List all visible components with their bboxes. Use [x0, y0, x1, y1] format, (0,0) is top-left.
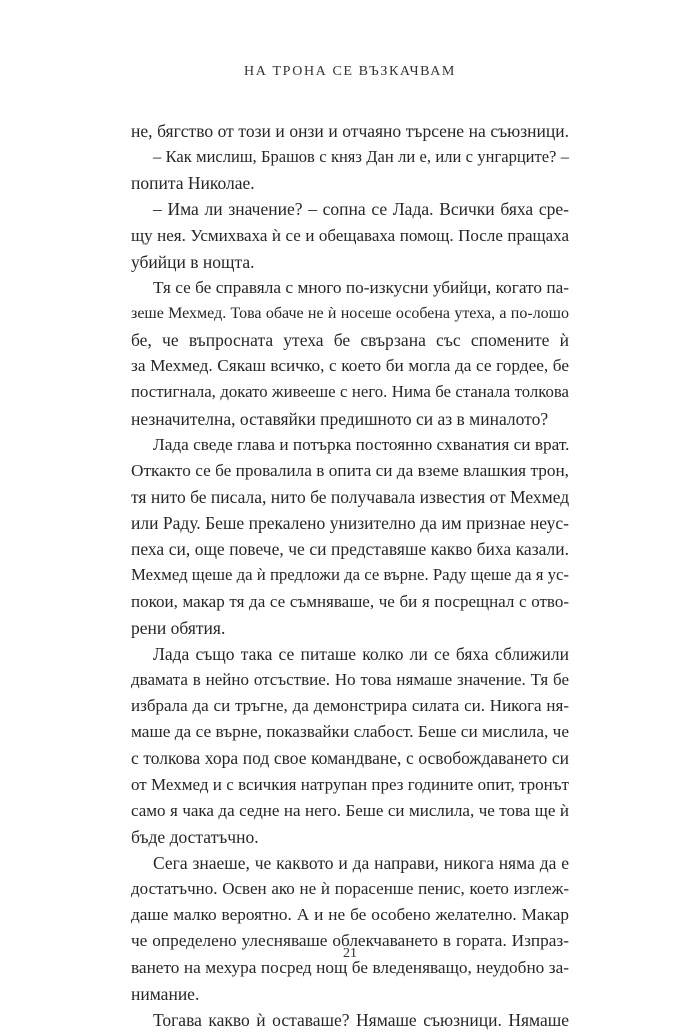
- text-line: Сега знаеше, че каквото и да направи, никога няма да е: [153, 852, 569, 873]
- running-head: НА ТРОНА СЕ ВЪЗКАЧВАМ: [244, 64, 456, 79]
- text-line: за Мехмед. Сякаш всичко, с което би могла да се гордее, бе: [131, 356, 569, 376]
- text-line: зеше Мехмед. Това обаче не ѝ носеше особена утеха, а по-лошо: [131, 304, 569, 322]
- text-line: тя нито бе писала, нито бе получавала известия от Мехмед: [131, 486, 570, 507]
- text-line: попита Николае.: [131, 173, 255, 194]
- text-line: не, бягство от този и онзи и отчаяно търсене на съюзници.: [131, 121, 569, 141]
- text-line: маше да се върне, показвайки слабост. Беше си мислила, че: [131, 722, 569, 742]
- body-text: [131, 118, 569, 1033]
- text-line: с толкова хора под свое командване, с освобождаването си: [131, 748, 569, 769]
- text-line: бе, че въпросната утеха бе свързана със спомените ѝ: [131, 330, 569, 351]
- text-line: избрала да си тръгне, да демонстрира силата си. Никога ня-: [131, 696, 569, 716]
- text-line: пеха си, още повече, че си представяше какво биха казали.: [131, 539, 569, 560]
- text-line: ването на мехура посред нощ бе вледеняващо, неудобно за-: [131, 957, 569, 977]
- text-line: достатъчно. Освен ако не ѝ порасенше пенис, което изглеж-: [131, 879, 569, 899]
- text-line: Лада също така се питаше колко ли се бяха сближили: [153, 643, 569, 664]
- text-line: щу нея. Усмихваха ѝ се и обещаваха помощ. После пращаха: [131, 225, 569, 245]
- text-line: Тя се бе справяла с много по-изкусни убийци, когато па-: [153, 277, 569, 297]
- text-line: – Има ли значение? – сопна се Лада. Всички бяха сре-: [153, 199, 569, 220]
- text-line: Тогава какво ѝ оставаше? Нямаше съюзници. Нямаше: [153, 1009, 569, 1030]
- page-number: 21: [343, 946, 357, 961]
- text-line: или Раду. Беше прекалено унизително да им признае неус-: [131, 513, 569, 534]
- text-line: – Как мислиш, Брашов с княз Дан ли е, или с унгарците? –: [153, 147, 569, 167]
- text-line: незначителна, оставяйки предишното си аз в миналото?: [131, 408, 549, 429]
- text-line: даше малко вероятно. А и не бе особено желателно. Макар: [131, 905, 569, 925]
- text-line: бъде достатъчно.: [131, 826, 259, 847]
- text-line: постигнала, докато живееше с него. Нима бе станала толкова: [131, 382, 569, 402]
- text-line: от Мехмед и с всичкия натрупан през годините опит, тронът: [131, 774, 569, 794]
- text-line: Откакто се бе провалила в опита си да вземе влашкия трон,: [131, 460, 569, 480]
- text-line: нимание.: [131, 983, 200, 1004]
- text-line: рени обятия.: [131, 617, 226, 638]
- text-line: само я чака да седне на него. Беше си мислила, че това ще ѝ: [131, 800, 569, 820]
- text-line: Мехмед щеше да ѝ предложи да се върне. Раду щеше да я ус-: [131, 565, 569, 585]
- text-line: че определено улесняваше облекчаването в гората. Изпраз-: [131, 931, 569, 951]
- text-line: покои, макар тя да се съмняваше, че би я посрещнал с отво-: [131, 591, 569, 611]
- text-line: убийци в нощта.: [131, 251, 255, 272]
- text-line: Лада сведе глава и потърка постоянно схванатия си врат.: [153, 434, 570, 454]
- text-line: двамата в нейно отсъствие. Но това нямаше значение. Тя бе: [131, 669, 569, 689]
